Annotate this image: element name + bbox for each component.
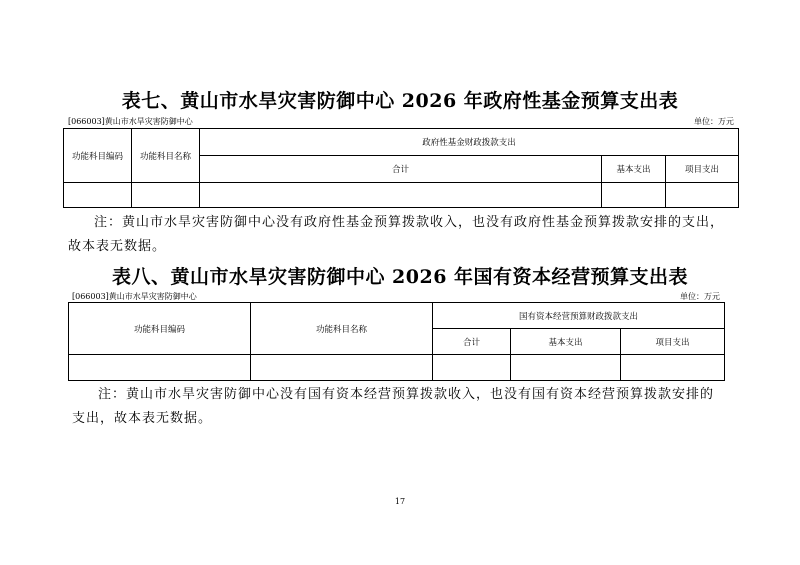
table7-header-func-code: 功能科目编码 bbox=[64, 129, 132, 183]
table8-unit-org: [066003]黄山市水旱灾害防御中心 bbox=[72, 292, 197, 301]
table8-header-project: 项目支出 bbox=[621, 329, 725, 355]
table8-title: 表八、黄山市水旱灾害防御中心 2026 年国有资本经营预算支出表 bbox=[111, 266, 689, 288]
table7 bbox=[63, 128, 739, 208]
table8-header-basic: 基本支出 bbox=[511, 329, 621, 355]
table-cell bbox=[132, 183, 200, 208]
table7-header-project: 项目支出 bbox=[666, 156, 739, 183]
table-cell bbox=[433, 355, 511, 381]
table-cell bbox=[621, 355, 725, 381]
table-cell bbox=[251, 355, 433, 381]
table8-header-func-code: 功能科目编码 bbox=[69, 303, 251, 355]
table8-header-group: 国有资本经营预算财政拨款支出 bbox=[433, 303, 725, 329]
table8-empty-row bbox=[69, 355, 725, 381]
table7-empty-row bbox=[64, 183, 739, 208]
table-cell bbox=[69, 355, 251, 381]
table7-header-basic: 基本支出 bbox=[602, 156, 666, 183]
page-number: 17 bbox=[394, 497, 406, 506]
table7-title: 表七、黄山市水旱灾害防御中心 2026 年政府性基金预算支出表 bbox=[121, 90, 679, 112]
table8-note: 注：黄山市水旱灾害防御中心没有国有资本经营预算拨款收入，也没有国有资本经营预算拨款安排的支出，故本表无数据。 bbox=[72, 387, 715, 426]
table-cell bbox=[64, 183, 132, 208]
table8-unit-label: 单位：万元 bbox=[680, 292, 720, 301]
table7-note: 注：黄山市水旱灾害防御中心没有政府性基金预算拨款收入，也没有政府性基金预算拨款安排的支出，故本表无数据。 bbox=[68, 215, 725, 254]
table7-header-func-name: 功能科目名称 bbox=[132, 129, 200, 183]
table-cell bbox=[602, 183, 666, 208]
table-cell bbox=[511, 355, 621, 381]
table8 bbox=[68, 302, 725, 381]
table8-header-func-name: 功能科目名称 bbox=[251, 303, 433, 355]
table7-header-total: 合计 bbox=[200, 156, 602, 183]
table-cell bbox=[200, 183, 602, 208]
table7-header-group: 政府性基金财政拨款支出 bbox=[200, 129, 739, 156]
table8-header-total: 合计 bbox=[433, 329, 511, 355]
table-cell bbox=[666, 183, 739, 208]
table7-unit-label: 单位：万元 bbox=[694, 117, 734, 126]
table7-unit-org: [066003]黄山市水旱灾害防御中心 bbox=[68, 117, 193, 126]
